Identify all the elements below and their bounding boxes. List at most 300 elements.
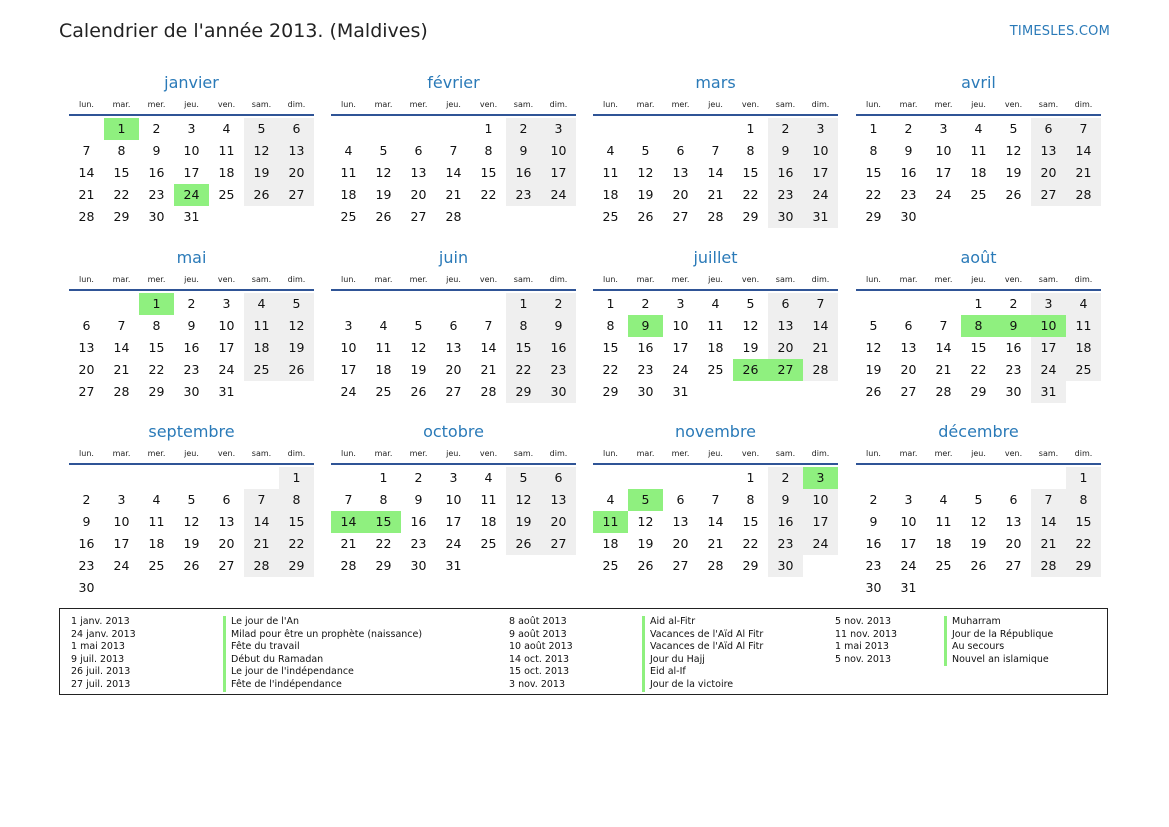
day-cell: 2 xyxy=(152,121,161,136)
site-logo[interactable]: TIMESLES.COM xyxy=(1009,24,1110,39)
day-cell: 29 xyxy=(970,384,987,399)
legend-date: 9 août 2013 xyxy=(509,628,567,640)
weekday-label: mar. xyxy=(112,100,131,109)
day-cell: 15 xyxy=(148,340,165,355)
month-calendar xyxy=(69,248,314,403)
day-cell: 18 xyxy=(1066,337,1101,359)
day-cell: 6 xyxy=(1031,118,1066,140)
day-cell: 26 xyxy=(410,384,427,399)
day-cell: 14 xyxy=(935,340,952,355)
day-cell: 14 xyxy=(707,165,724,180)
day-grid xyxy=(593,118,838,228)
month-divider xyxy=(69,114,314,116)
day-cell: 4 xyxy=(222,121,231,136)
empty-day-cell xyxy=(244,381,279,403)
day-cell: 26 xyxy=(637,558,654,573)
day-cell: 12 xyxy=(410,340,427,355)
legend-date: 14 oct. 2013 xyxy=(509,653,570,665)
day-cell: 27 xyxy=(541,533,576,555)
day-cell: 23 xyxy=(78,558,95,573)
day-cell: 3 xyxy=(344,318,353,333)
day-cell: 20 xyxy=(279,162,314,184)
day-cell: 17 xyxy=(803,162,838,184)
weekday-label: sam. xyxy=(513,100,534,109)
day-cell: 11 xyxy=(1066,315,1101,337)
empty-day-cell xyxy=(69,118,104,140)
day-cell: 25 xyxy=(340,209,357,224)
day-cell: 9 xyxy=(904,143,913,158)
day-cell: 3 xyxy=(676,296,685,311)
day-cell: 31 xyxy=(803,206,838,228)
legend-holiday-name: Milad pour être un prophète (naissance) xyxy=(223,629,422,642)
day-cell: 10 xyxy=(445,492,462,507)
day-cell: 26 xyxy=(279,359,314,381)
day-cell: 28 xyxy=(244,555,279,577)
month-calendar xyxy=(69,73,314,228)
day-cell: 28 xyxy=(113,384,130,399)
day-cell: 19 xyxy=(375,187,392,202)
legend-holiday-name: Le jour de l'An xyxy=(223,616,422,629)
empty-day-cell xyxy=(401,293,436,315)
empty-day-cell xyxy=(628,118,663,140)
weekday-label: jeu. xyxy=(446,275,461,284)
day-cell: 3 xyxy=(449,470,458,485)
day-cell: 7 xyxy=(711,143,720,158)
weekday-label: mar. xyxy=(636,100,655,109)
month-divider xyxy=(593,114,838,116)
day-cell: 7 xyxy=(711,492,720,507)
day-cell: 19 xyxy=(637,187,654,202)
day-cell: 23 xyxy=(637,362,654,377)
legend-date: 3 nov. 2013 xyxy=(509,678,565,690)
day-cell: 10 xyxy=(672,318,689,333)
day-cell: 16 xyxy=(506,162,541,184)
legend-date: 1 mai 2013 xyxy=(71,641,125,653)
weekday-label: ven. xyxy=(479,275,498,284)
empty-day-cell xyxy=(436,293,471,315)
day-cell: 4 xyxy=(939,492,948,507)
day-cell: 30 xyxy=(768,555,803,577)
day-cell: 10 xyxy=(541,140,576,162)
day-cell: 24 xyxy=(803,533,838,555)
day-cell: 12 xyxy=(1005,143,1022,158)
day-cell: 21 xyxy=(244,533,279,555)
day-cell: 8 xyxy=(117,143,126,158)
month-name: octobre xyxy=(423,422,484,441)
weekday-label: dim. xyxy=(1074,100,1093,109)
legend-date: 26 juil. 2013 xyxy=(71,666,131,678)
day-cell: 27 xyxy=(218,558,235,573)
day-grid xyxy=(69,118,314,228)
day-cell: 17 xyxy=(541,162,576,184)
weekday-label: jeu. xyxy=(184,275,199,284)
day-cell: 7 xyxy=(1031,489,1066,511)
weekday-label: jeu. xyxy=(446,100,461,109)
day-cell: 24 xyxy=(218,362,235,377)
month-calendar xyxy=(856,73,1101,228)
day-cell: 26 xyxy=(506,533,541,555)
day-cell: 6 xyxy=(222,492,231,507)
legend-holiday-name: Vacances de l'Aïd Al Fitr xyxy=(642,641,763,654)
day-cell: 1 xyxy=(869,121,878,136)
day-cell: 24 xyxy=(672,362,689,377)
day-cell: 8 xyxy=(606,318,615,333)
day-cell: 20 xyxy=(78,362,95,377)
day-cell: 21 xyxy=(113,362,130,377)
day-cell: 24 xyxy=(340,384,357,399)
holiday-day-cell: 3 xyxy=(803,467,838,489)
day-grid xyxy=(856,118,1101,228)
weekday-label: lun. xyxy=(866,449,881,458)
weekday-header xyxy=(69,446,314,462)
day-cell: 5 xyxy=(746,296,755,311)
day-cell: 23 xyxy=(1005,362,1022,377)
empty-day-cell xyxy=(69,293,104,315)
day-cell: 13 xyxy=(768,315,803,337)
month-divider xyxy=(331,114,576,116)
day-cell: 24 xyxy=(445,536,462,551)
month-name: juillet xyxy=(693,248,738,267)
legend-dates-col1 xyxy=(71,616,136,692)
month-divider xyxy=(331,289,576,291)
day-cell: 13 xyxy=(900,340,917,355)
day-cell: 7 xyxy=(244,489,279,511)
month-name: juin xyxy=(438,248,469,267)
weekday-label: dim. xyxy=(811,275,830,284)
day-cell: 8 xyxy=(484,143,493,158)
day-cell: 19 xyxy=(1005,165,1022,180)
day-cell: 3 xyxy=(939,121,948,136)
day-cell: 6 xyxy=(676,492,685,507)
day-cell: 29 xyxy=(742,209,759,224)
day-cell: 10 xyxy=(935,143,952,158)
day-cell: 22 xyxy=(480,187,497,202)
day-cell: 11 xyxy=(244,315,279,337)
day-grid xyxy=(856,293,1101,403)
weekday-label: mar. xyxy=(899,275,918,284)
weekday-header xyxy=(69,272,314,288)
day-cell: 22 xyxy=(742,187,759,202)
day-cell: 2 xyxy=(768,118,803,140)
day-cell: 18 xyxy=(218,165,235,180)
day-grid xyxy=(69,293,314,403)
day-cell: 11 xyxy=(935,514,952,529)
day-cell: 30 xyxy=(148,209,165,224)
empty-day-cell xyxy=(506,555,541,577)
empty-day-cell xyxy=(996,577,1031,599)
weekday-label: dim. xyxy=(549,100,568,109)
day-cell: 31 xyxy=(900,580,917,595)
day-cell: 24 xyxy=(900,558,917,573)
weekday-header xyxy=(69,97,314,113)
day-cell: 4 xyxy=(379,318,388,333)
day-cell: 18 xyxy=(244,337,279,359)
day-cell: 2 xyxy=(82,492,91,507)
month-calendar xyxy=(331,422,576,577)
empty-day-cell xyxy=(104,293,139,315)
day-cell: 7 xyxy=(1066,118,1101,140)
day-cell: 5 xyxy=(641,143,650,158)
day-cell: 28 xyxy=(935,384,952,399)
weekday-label: ven. xyxy=(217,275,236,284)
day-cell: 21 xyxy=(445,187,462,202)
day-cell: 28 xyxy=(480,384,497,399)
weekday-label: mer. xyxy=(671,100,690,109)
empty-day-cell xyxy=(139,467,174,489)
day-cell: 12 xyxy=(970,514,987,529)
day-cell: 9 xyxy=(869,514,878,529)
day-cell: 14 xyxy=(113,340,130,355)
empty-day-cell xyxy=(926,577,961,599)
day-cell: 18 xyxy=(602,187,619,202)
day-cell: 5 xyxy=(279,293,314,315)
empty-day-cell xyxy=(593,118,628,140)
legend-holiday-name: Le jour de l'indépendance xyxy=(223,666,422,679)
holiday-day-cell: 24 xyxy=(174,184,209,206)
day-cell: 6 xyxy=(676,143,685,158)
weekday-label: mer. xyxy=(671,449,690,458)
day-cell: 9 xyxy=(414,492,423,507)
weekday-label: ven. xyxy=(741,100,760,109)
month-name: mai xyxy=(176,248,207,267)
day-cell: 21 xyxy=(1066,162,1101,184)
day-cell: 7 xyxy=(803,293,838,315)
weekday-label: mar. xyxy=(899,100,918,109)
day-cell: 19 xyxy=(506,511,541,533)
day-cell: 23 xyxy=(865,558,882,573)
empty-day-cell xyxy=(593,467,628,489)
empty-day-cell xyxy=(698,118,733,140)
day-cell: 4 xyxy=(484,470,493,485)
empty-day-cell xyxy=(961,467,996,489)
empty-day-cell xyxy=(506,206,541,228)
day-cell: 1 xyxy=(746,470,755,485)
day-cell: 10 xyxy=(900,514,917,529)
day-cell: 16 xyxy=(637,340,654,355)
day-cell: 23 xyxy=(506,184,541,206)
day-cell: 8 xyxy=(152,318,161,333)
day-cell: 14 xyxy=(1066,140,1101,162)
day-cell: 27 xyxy=(1031,184,1066,206)
day-cell: 5 xyxy=(414,318,423,333)
day-cell: 11 xyxy=(707,318,724,333)
day-cell: 17 xyxy=(1031,337,1066,359)
day-cell: 18 xyxy=(970,165,987,180)
weekday-label: jeu. xyxy=(184,449,199,458)
day-cell: 10 xyxy=(183,143,200,158)
weekday-label: sam. xyxy=(1038,275,1059,284)
day-cell: 31 xyxy=(218,384,235,399)
weekday-label: jeu. xyxy=(446,449,461,458)
day-cell: 5 xyxy=(244,118,279,140)
day-cell: 17 xyxy=(803,511,838,533)
empty-day-cell xyxy=(366,118,401,140)
day-cell: 25 xyxy=(935,558,952,573)
day-cell: 20 xyxy=(672,187,689,202)
day-cell: 21 xyxy=(707,536,724,551)
weekday-label: mer. xyxy=(147,275,166,284)
day-cell: 18 xyxy=(340,187,357,202)
weekday-label: lun. xyxy=(341,275,356,284)
weekday-label: dim. xyxy=(549,449,568,458)
day-cell: 16 xyxy=(768,511,803,533)
day-cell: 17 xyxy=(183,165,200,180)
weekday-label: sam. xyxy=(513,275,534,284)
day-cell: 11 xyxy=(970,143,987,158)
day-cell: 22 xyxy=(148,362,165,377)
weekday-header xyxy=(593,97,838,113)
day-cell: 27 xyxy=(410,209,427,224)
weekday-header xyxy=(593,272,838,288)
day-cell: 4 xyxy=(974,121,983,136)
weekday-label: lun. xyxy=(79,100,94,109)
day-cell: 16 xyxy=(183,340,200,355)
holiday-day-cell: 8 xyxy=(961,315,996,337)
day-cell: 17 xyxy=(900,536,917,551)
day-cell: 7 xyxy=(117,318,126,333)
day-cell: 15 xyxy=(970,340,987,355)
day-cell: 12 xyxy=(279,315,314,337)
holiday-day-cell: 1 xyxy=(139,293,174,315)
day-cell: 23 xyxy=(148,187,165,202)
weekday-label: sam. xyxy=(1038,100,1059,109)
day-cell: 9 xyxy=(768,489,803,511)
day-cell: 5 xyxy=(379,143,388,158)
day-cell: 8 xyxy=(506,315,541,337)
day-cell: 30 xyxy=(541,381,576,403)
month-divider xyxy=(856,289,1101,291)
month-name: août xyxy=(960,248,997,267)
weekday-label: sam. xyxy=(775,275,796,284)
day-grid xyxy=(593,467,838,577)
month-calendar xyxy=(69,422,314,599)
day-cell: 19 xyxy=(410,362,427,377)
month-divider xyxy=(69,289,314,291)
weekday-label: mer. xyxy=(934,100,953,109)
day-cell: 14 xyxy=(1031,511,1066,533)
legend-date: 24 janv. 2013 xyxy=(71,628,136,640)
empty-day-cell xyxy=(209,206,244,228)
empty-day-cell xyxy=(1066,206,1101,228)
weekday-label: ven. xyxy=(741,449,760,458)
day-cell: 30 xyxy=(410,558,427,573)
day-cell: 6 xyxy=(768,293,803,315)
day-cell: 26 xyxy=(1005,187,1022,202)
weekday-label: mar. xyxy=(112,449,131,458)
day-cell: 27 xyxy=(900,384,917,399)
day-cell: 15 xyxy=(602,340,619,355)
day-cell: 28 xyxy=(1066,184,1101,206)
day-cell: 28 xyxy=(78,209,95,224)
legend-date: 5 nov. 2013 xyxy=(835,616,891,627)
day-cell: 23 xyxy=(410,536,427,551)
legend-dates-col3 xyxy=(835,616,897,666)
day-cell: 23 xyxy=(183,362,200,377)
empty-day-cell xyxy=(244,577,279,599)
day-cell: 9 xyxy=(82,514,91,529)
legend-date: 1 janv. 2013 xyxy=(71,616,130,627)
day-cell: 26 xyxy=(637,209,654,224)
day-cell: 5 xyxy=(187,492,196,507)
day-cell: 1 xyxy=(746,121,755,136)
weekday-header xyxy=(331,446,576,462)
day-cell: 11 xyxy=(218,143,235,158)
empty-day-cell xyxy=(891,293,926,315)
day-cell: 12 xyxy=(375,165,392,180)
day-cell: 14 xyxy=(78,165,95,180)
holiday-day-cell: 9 xyxy=(628,315,663,337)
day-cell: 30 xyxy=(865,580,882,595)
day-cell: 17 xyxy=(672,340,689,355)
empty-day-cell xyxy=(768,381,803,403)
empty-day-cell xyxy=(541,206,576,228)
month-calendar xyxy=(331,248,576,403)
day-cell: 3 xyxy=(222,296,231,311)
day-cell: 2 xyxy=(187,296,196,311)
holiday-legend xyxy=(59,608,1108,695)
day-cell: 18 xyxy=(602,536,619,551)
day-cell: 9 xyxy=(541,315,576,337)
day-cell: 19 xyxy=(742,340,759,355)
day-cell: 13 xyxy=(410,165,427,180)
day-cell: 30 xyxy=(183,384,200,399)
day-cell: 24 xyxy=(1031,359,1066,381)
legend-date: 5 nov. 2013 xyxy=(835,653,891,665)
holiday-day-cell: 27 xyxy=(768,359,803,381)
empty-day-cell xyxy=(663,467,698,489)
weekday-label: mer. xyxy=(409,275,428,284)
day-cell: 3 xyxy=(904,492,913,507)
day-cell: 15 xyxy=(742,514,759,529)
day-cell: 9 xyxy=(506,140,541,162)
day-grid xyxy=(69,467,314,599)
empty-day-cell xyxy=(926,467,961,489)
day-cell: 6 xyxy=(82,318,91,333)
holiday-day-cell: 10 xyxy=(1031,315,1066,337)
day-cell: 19 xyxy=(637,536,654,551)
weekday-header xyxy=(856,97,1101,113)
day-cell: 8 xyxy=(746,492,755,507)
day-cell: 2 xyxy=(541,293,576,315)
day-cell: 21 xyxy=(707,187,724,202)
day-cell: 29 xyxy=(375,558,392,573)
day-cell: 21 xyxy=(1031,533,1066,555)
day-cell: 20 xyxy=(218,536,235,551)
day-cell: 22 xyxy=(602,362,619,377)
weekday-label: jeu. xyxy=(971,449,986,458)
day-cell: 29 xyxy=(506,381,541,403)
weekday-label: mar. xyxy=(112,275,131,284)
day-cell: 25 xyxy=(480,536,497,551)
month-name: septembre xyxy=(148,422,235,441)
day-cell: 10 xyxy=(218,318,235,333)
weekday-label: sam. xyxy=(513,449,534,458)
month-divider xyxy=(69,463,314,465)
day-cell: 5 xyxy=(1009,121,1018,136)
weekday-header xyxy=(593,446,838,462)
day-cell: 7 xyxy=(82,143,91,158)
day-cell: 12 xyxy=(865,340,882,355)
legend-dates-col2 xyxy=(509,616,573,692)
day-cell: 27 xyxy=(279,184,314,206)
day-cell: 22 xyxy=(113,187,130,202)
day-cell: 18 xyxy=(375,362,392,377)
day-cell: 11 xyxy=(340,165,357,180)
day-cell: 19 xyxy=(970,536,987,551)
day-cell: 25 xyxy=(707,362,724,377)
day-cell: 27 xyxy=(672,558,689,573)
weekday-label: dim. xyxy=(1074,275,1093,284)
